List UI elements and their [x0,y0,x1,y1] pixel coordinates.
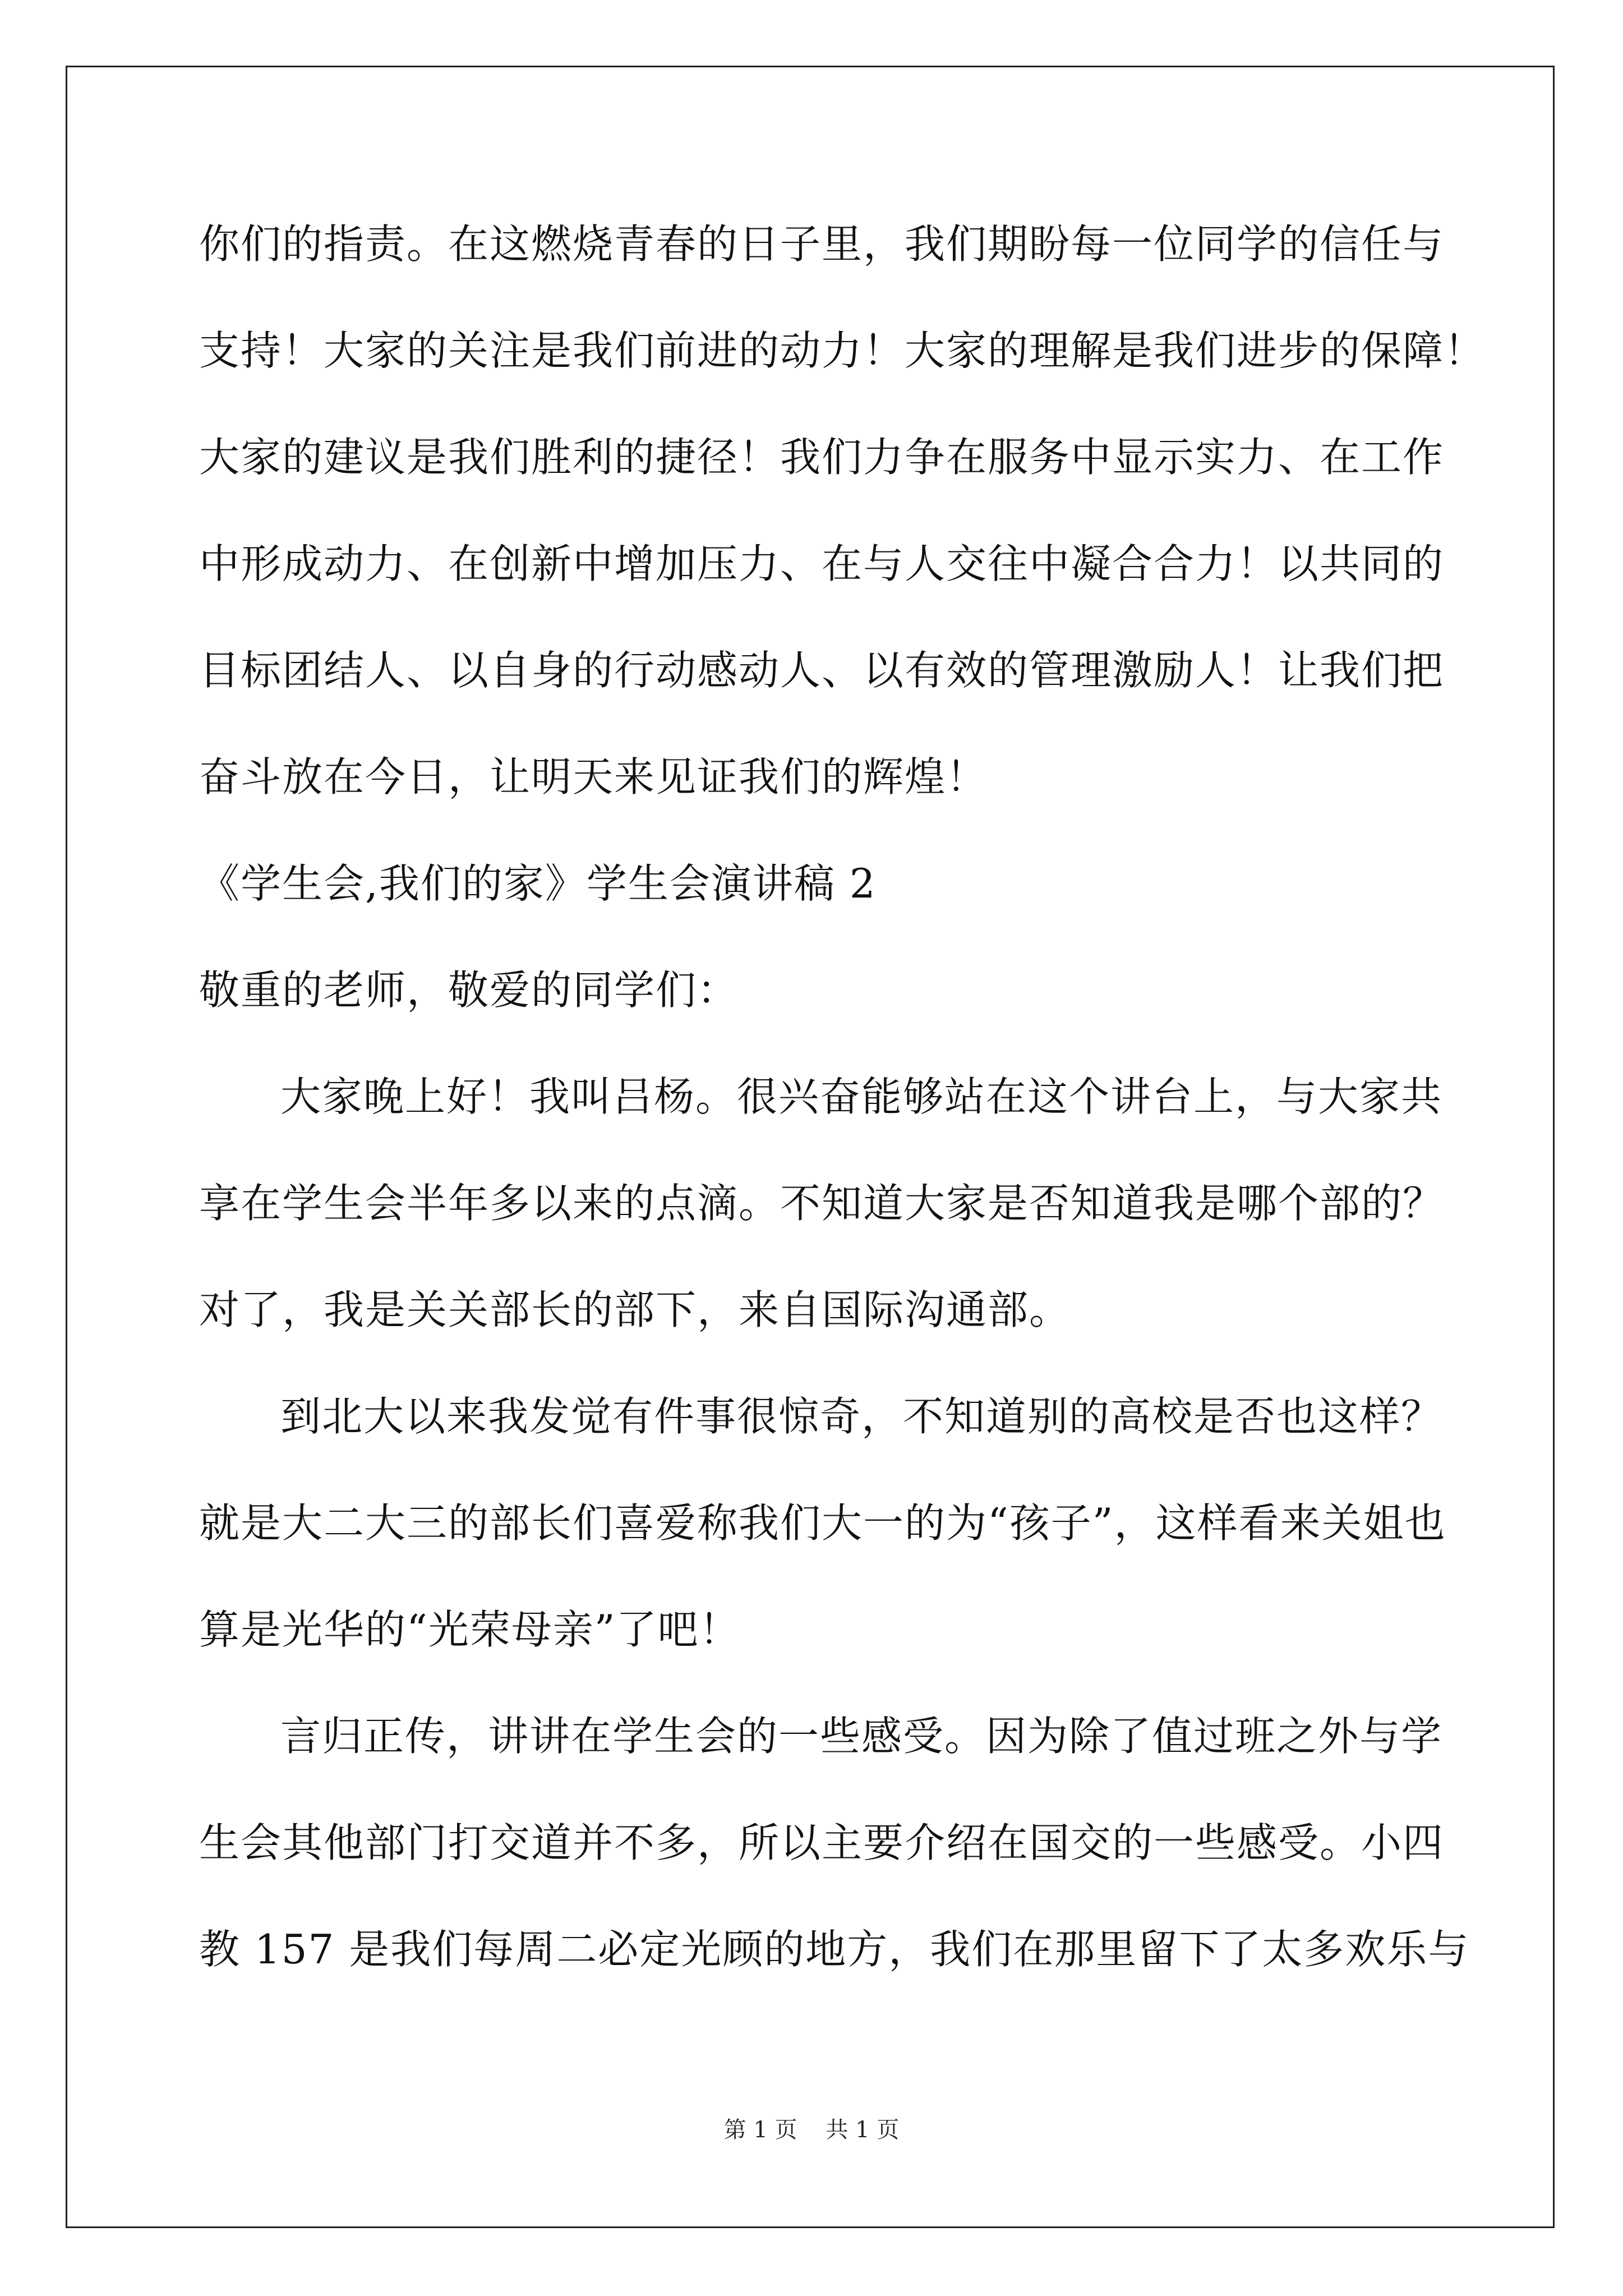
body-line: 算是光华的“光荣母亲”了吧！ [199,1606,741,1653]
body-line: 大家的建议是我们胜利的捷径！我们力争在服务中显示实力、在工作 [199,434,1445,481]
body-line: 奋斗放在今日，让明天来见证我们的辉煌！ [199,753,988,800]
body-line: 生会其他部门打交道并不多，所以主要介绍在国交的一些感受。小四 [199,1819,1445,1866]
body-line: 就是大二大三的部长们喜爱称我们大一的为“孩子”，这样看来关姐也 [199,1499,1446,1547]
body-line: 享在学生会半年多以来的点滴。不知道大家是否知道我是哪个部的？ [199,1180,1445,1227]
page-number: 第 1 页 [723,2117,797,2143]
body-line: 你们的指责。在这燃烧青春的日子里，我们期盼每一位同学的信任与 [199,220,1445,268]
salutation: 敬重的老师，敬爱的同学们： [199,967,739,1014]
body-line: 到北大以来我发觉有件事很惊奇，不知道别的高校是否也这样？ [280,1393,1443,1440]
page-footer [0,2112,1623,2144]
body-line: 中形成动力、在创新中增加压力、在与人交往中凝合合力！以共同的 [199,540,1445,587]
page-total: 共 1 页 [826,2117,900,2143]
body-line: 大家晚上好！我叫吕杨。很兴奋能够站在这个讲台上，与大家共 [280,1073,1443,1120]
section-title: 《学生会,我们的家》学生会演讲稿 2 [199,860,877,907]
body-line: 支持！大家的关注是我们前进的动力！大家的理解是我们进步的保障！ [199,327,1486,374]
body-line: 目标团结人、以自身的行动感动人、以有效的管理激励人！让我们把 [199,647,1445,694]
body-line: 教 157 是我们每周二必定光顾的地方，我们在那里留下了太多欢乐与 [199,1926,1470,1973]
document-body [199,216,1486,2028]
body-line: 言归正传，讲讲在学生会的一些感受。因为除了值过班之外与学 [280,1713,1443,1760]
body-line: 对了，我是关关部长的部下，来自国际沟通部。 [199,1286,1071,1333]
